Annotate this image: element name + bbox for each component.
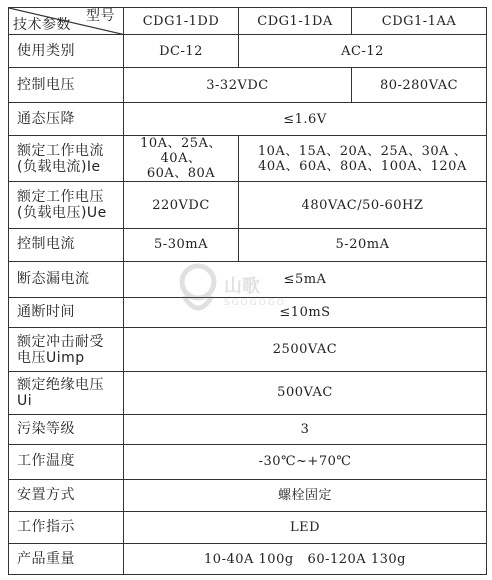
use-type-dc: DC-12: [124, 35, 239, 67]
row-insulation: [9, 372, 487, 415]
weight-value: 10-40A 100g 60-120A 130g: [124, 544, 487, 575]
indicator-value: LED: [124, 512, 487, 544]
control-voltage-dc: 3-32VDC: [124, 67, 352, 103]
corner-cell: [9, 8, 124, 35]
control-current-dc: 5-30mA: [124, 229, 239, 261]
rated-voltage-label-line2: (负载电压)Ue: [17, 205, 107, 222]
leakage-label: 断态漏电流: [9, 261, 124, 298]
spec-table: [8, 7, 487, 575]
row-pollution: [9, 414, 487, 444]
insulation-label-line1: 额定绝缘电压: [17, 376, 104, 393]
control-current-label: 控制电流: [9, 229, 124, 261]
model-header-1da: CDG1-1DA: [239, 8, 352, 35]
model-header-1aa: CDG1-1AA: [352, 8, 487, 35]
pollution-label: 污染等级: [9, 414, 124, 444]
rated-current-dd-line2: 60A、80A: [146, 166, 216, 182]
rated-current-ac-line1: 10A、15A、20A、25A、30A 、: [257, 143, 468, 159]
watermark-text: 山歌: [224, 276, 260, 297]
rated-current-dd: [124, 135, 239, 182]
mounting-value: 螺栓固定: [124, 479, 487, 511]
corner-param-label: 技术参数: [13, 17, 71, 34]
on-drop-value: ≤1.6V: [124, 103, 487, 135]
row-use-type: [9, 35, 487, 67]
row-control-voltage: [9, 67, 487, 103]
insulation-value: 500VAC: [124, 372, 487, 415]
impulse-label-line1: 额定冲击耐受: [17, 333, 104, 350]
impulse-value: 2500VAC: [124, 328, 487, 372]
corner-model-label: 型号: [86, 8, 115, 24]
use-type-label: 使用类别: [9, 35, 124, 67]
row-leakage: [9, 261, 487, 298]
temperature-label: 工作温度: [9, 445, 124, 479]
watermark-subtext: SGOGOGO: [224, 298, 286, 308]
row-on-drop: [9, 103, 487, 135]
control-voltage-label: 控制电压: [9, 67, 124, 103]
insulation-label: [9, 372, 124, 415]
header-row: [9, 8, 487, 35]
rated-current-dd-line1: 10A、25A、40A、: [140, 136, 222, 167]
row-switch-time: [9, 298, 487, 328]
row-temperature: [9, 445, 487, 479]
rated-current-label-line2: (负载电流)Ie: [17, 158, 101, 175]
impulse-label-line2: 电压Uimp: [17, 349, 85, 366]
use-type-ac: AC-12: [239, 35, 487, 67]
leakage-value: ≤5mA: [124, 261, 487, 298]
rated-voltage-ac: 480VAC/50-60HZ: [239, 182, 487, 229]
on-drop-label: 通态压降: [9, 103, 124, 135]
switch-time-label: 通断时间: [9, 298, 124, 328]
rated-voltage-dc: 220VDC: [124, 182, 239, 229]
row-control-current: [9, 229, 487, 261]
control-current-ac: 5-20mA: [239, 229, 487, 261]
impulse-label: [9, 328, 124, 372]
model-header-1dd: CDG1-1DD: [124, 8, 239, 35]
row-mounting: [9, 479, 487, 511]
rated-voltage-label: [9, 182, 124, 229]
mounting-label: 安置方式: [9, 479, 124, 511]
insulation-label-line2: Ui: [17, 392, 33, 409]
weight-label: 产品重量: [9, 544, 124, 575]
row-rated-current: [9, 135, 487, 182]
rated-current-ac: [239, 135, 487, 182]
row-impulse: [9, 328, 487, 372]
rated-current-label-line1: 额定工作电流: [17, 142, 104, 159]
row-weight: [9, 544, 487, 575]
row-indicator: [9, 512, 487, 544]
indicator-label: 工作指示: [9, 512, 124, 544]
control-voltage-ac: 80-280VAC: [352, 67, 487, 103]
switch-time-value: ≤10mS: [124, 298, 487, 328]
temperature-value: -30℃~+70℃: [124, 445, 487, 479]
rated-current-label: [9, 135, 124, 182]
row-rated-voltage: [9, 182, 487, 229]
rated-voltage-label-line1: 额定工作电压: [17, 189, 104, 206]
pollution-value: 3: [124, 414, 487, 444]
rated-current-ac-line2: 40A、60A、80A、100A、120A: [258, 158, 467, 174]
